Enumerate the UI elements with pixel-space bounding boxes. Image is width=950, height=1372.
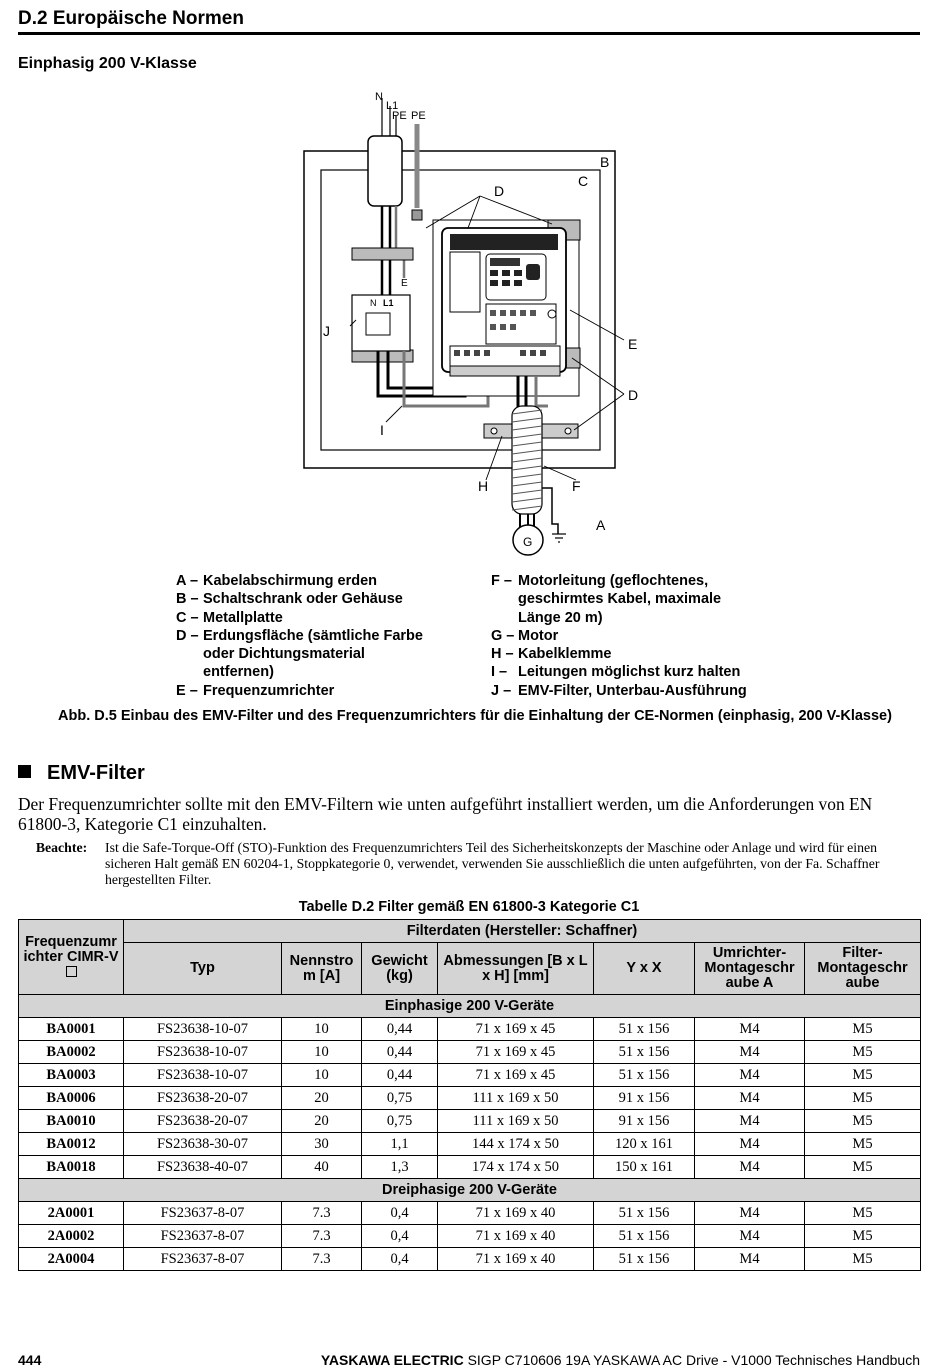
legend-text: EMV-Filter, Unterbau-Ausführung	[518, 682, 747, 699]
table-cell: 0,44	[362, 1018, 438, 1041]
table-cell: FS23637-8-07	[124, 1248, 282, 1271]
table-cell: M4	[695, 1202, 805, 1225]
table-cell: FS23638-10-07	[124, 1064, 282, 1087]
table-cell: 20	[282, 1110, 362, 1133]
legend-item	[491, 609, 791, 627]
legend-text: Länge 20 m)	[518, 609, 603, 626]
table-cell: M5	[805, 1018, 921, 1041]
legend-key: B –	[176, 591, 199, 608]
table-cell: 0,4	[362, 1248, 438, 1271]
table-row	[19, 1110, 921, 1133]
table-cell: FS23638-20-07	[124, 1110, 282, 1133]
legend-key: F –	[491, 573, 512, 589]
table-cell: 71 x 169 x 45	[438, 1018, 594, 1041]
table-cell: FS23638-20-07	[124, 1087, 282, 1110]
legend-key	[176, 645, 203, 663]
label-N: N	[375, 91, 383, 103]
legend-text: entfernen)	[203, 664, 274, 681]
drive-model-cell: BA0010	[19, 1110, 124, 1133]
legend-item	[491, 627, 791, 645]
table-cell: 51 x 156	[594, 1248, 695, 1271]
column-header: Typ	[124, 943, 282, 995]
legend-item	[176, 572, 476, 590]
table-cell: 71 x 169 x 40	[438, 1248, 594, 1271]
legend-key: I –	[491, 664, 508, 681]
table-cell: FS23638-10-07	[124, 1041, 282, 1064]
column-header: Gewicht (kg)	[362, 943, 438, 995]
table-cell: M4	[695, 1225, 805, 1248]
column-header: Y x X	[594, 943, 695, 995]
drive-model-cell: 2A0002	[19, 1225, 124, 1248]
column-header: Umrichter- Montageschr aube A	[695, 943, 805, 995]
group-title: Einphasige 200 V-Geräte	[19, 995, 921, 1018]
figure-legend-right	[491, 572, 791, 700]
filter-table	[18, 919, 921, 1271]
label-D-right: D	[628, 387, 639, 403]
legend-text: Schaltschrank oder Gehäuse	[203, 591, 403, 608]
table-cell: 0,4	[362, 1202, 438, 1225]
legend-item	[491, 682, 791, 700]
legend-item	[176, 590, 476, 608]
header-filter-data: Filterdaten (Hersteller: Schaffner)	[124, 920, 921, 943]
footer-doc: SIGP C710606 19A YASKAWA AC Drive - V1000 Technisches Handbuch	[467, 1352, 920, 1368]
table-caption: Tabelle D.2 Filter gemäß EN 61800-3 Kategorie C1	[298, 899, 640, 915]
legend-item	[176, 609, 476, 627]
legend-text: Leitungen möglichst kurz halten	[518, 664, 741, 681]
label-A: A	[596, 517, 606, 533]
ground-point	[412, 210, 422, 220]
label-D-top: D	[494, 183, 505, 199]
note-text: Ist die Safe-Torque-Off (STO)-Funktion des Frequenzumrichters Teil des Sicherheitskonzepts der Maschine oder Anlage und wird für einen sicheren Halt gemäß EN 60204-1, Stoppkategorie 0, verwendet, verwenden Sie ausschließlich die unten aufgeführten, von der Fa. Schaffner hergestellten Filter.	[105, 840, 880, 887]
legend-key: C –	[176, 609, 199, 626]
table-cell: 51 x 156	[594, 1018, 695, 1041]
group-row	[19, 995, 921, 1018]
table-cell: 10	[282, 1064, 362, 1087]
table-cell: 7.3	[282, 1202, 362, 1225]
legend-text: oder Dichtungsmaterial	[203, 646, 365, 663]
table-cell: 51 x 156	[594, 1064, 695, 1087]
table-cell: M5	[805, 1248, 921, 1271]
legend-key: H –	[491, 646, 514, 663]
table-cell: 111 x 169 x 50	[438, 1110, 594, 1133]
table-row	[19, 1041, 921, 1064]
table-cell: 91 x 156	[594, 1110, 695, 1133]
footer-brand: YASKAWA ELECTRIC	[320, 1352, 464, 1368]
drive-model-cell: BA0012	[19, 1133, 124, 1156]
table-cell: 0,4	[362, 1225, 438, 1248]
figure-caption: Abb. D.5 Einbau des EMV-Filter und des Frequenzumrichters für die Einhaltung der CE-Normen (einphasig, 200 V-Klasse)	[58, 708, 892, 724]
table-cell: 111 x 169 x 50	[438, 1087, 594, 1110]
table-cell: 10	[282, 1041, 362, 1064]
drive-model-cell: 2A0001	[19, 1202, 124, 1225]
table-cell: M4	[695, 1156, 805, 1179]
label-B: B	[600, 154, 610, 170]
drive-model-cell: BA0006	[19, 1087, 124, 1110]
footer-document-info	[321, 1352, 920, 1368]
drive-model-cell: BA0002	[19, 1041, 124, 1064]
table-cell: 0,44	[362, 1064, 438, 1087]
legend-text: Frequenzumrichter	[203, 682, 335, 699]
label-E-small: E	[401, 278, 408, 289]
table-row	[19, 1087, 921, 1110]
legend-text: Metallplatte	[203, 609, 283, 626]
table-cell: M5	[805, 1156, 921, 1179]
table-cell: 150 x 161	[594, 1156, 695, 1179]
drive-model-cell: 2A0004	[19, 1248, 124, 1271]
ferrite-core	[368, 136, 402, 206]
label-C: C	[578, 173, 589, 189]
note-label: Beachte:	[35, 840, 88, 855]
table-row	[19, 1156, 921, 1179]
legend-key: A –	[176, 573, 199, 589]
svg-text:N: N	[370, 298, 377, 308]
legend-text: Erdungsfläche (sämtliche Farbe	[203, 627, 423, 644]
table-row	[19, 1225, 921, 1248]
table-cell: M4	[695, 1133, 805, 1156]
table-cell: 71 x 169 x 40	[438, 1225, 594, 1248]
drive-model-cell: BA0018	[19, 1156, 124, 1179]
table-cell: M4	[695, 1248, 805, 1271]
table-cell: M5	[805, 1064, 921, 1087]
legend-key: G –	[491, 627, 515, 644]
legend-item	[491, 590, 791, 608]
emv-filter-heading: EMV-Filter	[18, 762, 145, 785]
legend-item	[176, 663, 476, 681]
column-header: Filter- Montageschr aube	[805, 943, 921, 995]
legend-key: E –	[176, 682, 198, 699]
column-header: Nennstro m [A]	[282, 943, 362, 995]
table-cell: 71 x 169 x 45	[438, 1041, 594, 1064]
header-drive-model: Frequenzumr ichter CIMR-V	[19, 920, 124, 995]
table-cell: 30	[282, 1133, 362, 1156]
table-cell: 20	[282, 1087, 362, 1110]
table-cell: 51 x 156	[594, 1225, 695, 1248]
label-I: I	[380, 422, 384, 438]
table-cell: 144 x 174 x 50	[438, 1133, 594, 1156]
legend-key	[491, 590, 518, 608]
label-PE1: PE	[392, 110, 407, 122]
label-F: F	[572, 478, 581, 494]
placeholder-box-icon	[66, 966, 77, 977]
installation-diagram	[290, 88, 650, 568]
table-cell: 51 x 156	[594, 1041, 695, 1064]
legend-text: geschirmtes Kabel, maximale	[518, 591, 722, 608]
table-cell: 91 x 156	[594, 1087, 695, 1110]
group-title: Dreiphasige 200 V-Geräte	[19, 1179, 921, 1202]
drive-model-cell: BA0003	[19, 1064, 124, 1087]
legend-item	[176, 627, 476, 645]
table-cell: FS23637-8-07	[124, 1225, 282, 1248]
svg-text:L1: L1	[383, 298, 394, 308]
figure-legend-left	[176, 572, 476, 700]
table-cell: M4	[695, 1018, 805, 1041]
legend-item	[176, 645, 476, 663]
legend-key	[491, 609, 518, 627]
table-cell: 0,75	[362, 1087, 438, 1110]
legend-item	[491, 572, 791, 590]
label-H: H	[478, 478, 489, 494]
legend-key: D –	[176, 627, 199, 644]
table-cell: 120 x 161	[594, 1133, 695, 1156]
table-cell: M4	[695, 1110, 805, 1133]
table-cell: M5	[805, 1110, 921, 1133]
table-cell: M5	[805, 1041, 921, 1064]
table-row	[19, 1202, 921, 1225]
legend-text: Motorleitung (geflochtenes,	[518, 573, 709, 589]
table-cell: FS23638-40-07	[124, 1156, 282, 1179]
table-cell: M5	[805, 1225, 921, 1248]
label-E-right: E	[628, 336, 638, 352]
table-row	[19, 1248, 921, 1271]
group-row	[19, 1179, 921, 1202]
table-cell: 7.3	[282, 1248, 362, 1271]
table-cell: 71 x 169 x 40	[438, 1202, 594, 1225]
table-cell: 0,75	[362, 1110, 438, 1133]
table-row	[19, 1064, 921, 1087]
label-PE2: PE	[411, 110, 426, 122]
table-cell: FS23637-8-07	[124, 1202, 282, 1225]
table-cell: M4	[695, 1064, 805, 1087]
page-number: 444	[18, 1352, 42, 1368]
legend-text: Motor	[518, 627, 559, 644]
label-G: G	[523, 535, 533, 549]
subheading: Einphasig 200 V-Klasse	[18, 55, 197, 72]
section-heading: D.2 Europäische Normen	[18, 6, 920, 35]
table-row	[19, 1018, 921, 1041]
table-cell: M5	[805, 1133, 921, 1156]
table-cell: 10	[282, 1018, 362, 1041]
legend-key	[176, 663, 203, 681]
table-cell: 51 x 156	[594, 1202, 695, 1225]
drive-model-cell: BA0001	[19, 1018, 124, 1041]
intro-paragraph: Der Frequenzumrichter sollte mit den EMV-Filtern wie unten aufgeführt installiert werden, um die Anforderungen von EN 61800-3, Kategorie C1 einzuhalten.	[18, 794, 873, 834]
table-cell: 0,44	[362, 1041, 438, 1064]
table-cell: 1,1	[362, 1133, 438, 1156]
column-header: Abmessungen [B x L x H] [mm]	[438, 943, 594, 995]
table-cell: 1,3	[362, 1156, 438, 1179]
table-cell: FS23638-30-07	[124, 1133, 282, 1156]
table-cell: M4	[695, 1041, 805, 1064]
label-J: J	[323, 323, 330, 339]
square-bullet-icon	[18, 765, 31, 778]
legend-item	[176, 682, 476, 700]
table-cell: 40	[282, 1156, 362, 1179]
table-row	[19, 1133, 921, 1156]
legend-text: Kabelklemme	[518, 646, 612, 663]
note-block	[18, 840, 922, 888]
table-cell: 71 x 169 x 45	[438, 1064, 594, 1087]
legend-text: Kabelabschirmung erden	[203, 573, 378, 589]
table-cell: FS23638-10-07	[124, 1018, 282, 1041]
label-L1: L1	[386, 100, 399, 112]
legend-key: J –	[491, 682, 512, 699]
table-cell: M5	[805, 1087, 921, 1110]
table-cell: 7.3	[282, 1225, 362, 1248]
table-cell: M5	[805, 1202, 921, 1225]
table-cell: M4	[695, 1087, 805, 1110]
table-cell: 174 x 174 x 50	[438, 1156, 594, 1179]
legend-item	[491, 663, 791, 681]
legend-item	[491, 645, 791, 663]
